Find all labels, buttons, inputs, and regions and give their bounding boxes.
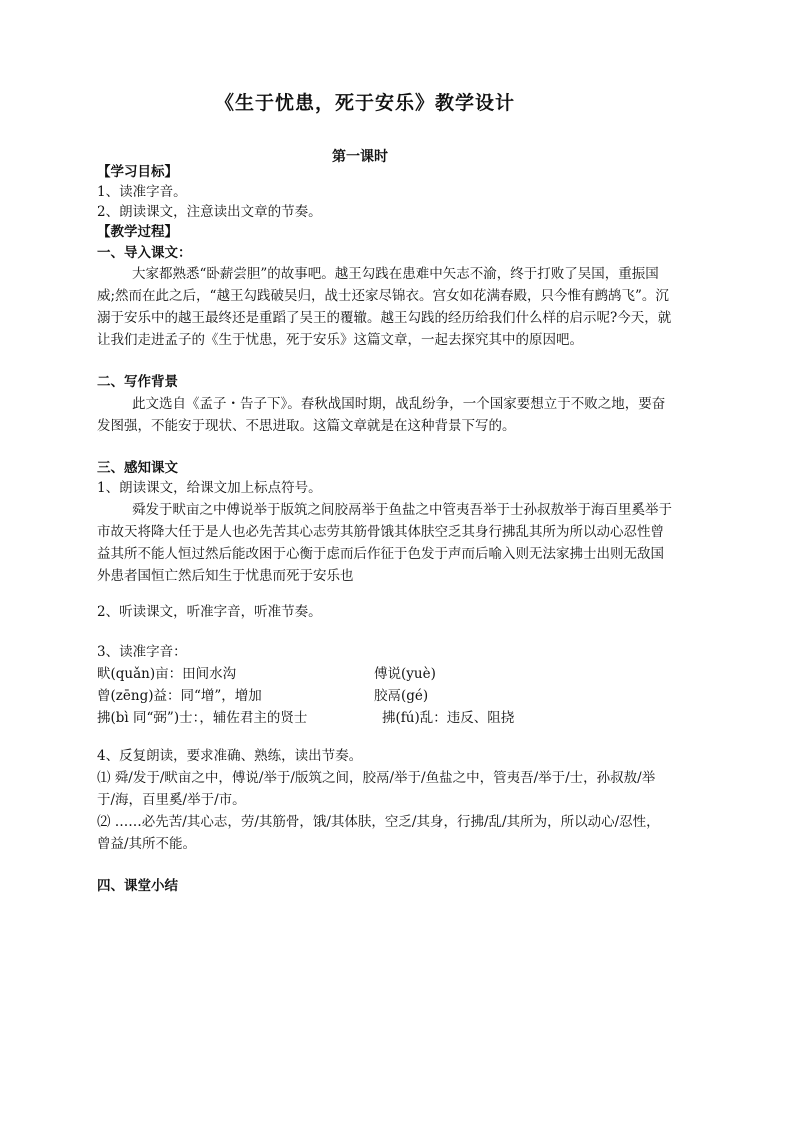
step-item: 2、听读课文，听准字音，听准节奏。 [97, 604, 322, 620]
paragraph-line: 让我们走进孟子的《生于忧患，死于安乐》这篇文章，一起去探究其中的原因吧。 [97, 332, 583, 348]
pron-right: 胶鬲(gé) [374, 688, 429, 704]
section-heading: 三、感知课文 [97, 460, 178, 476]
step-item: 1、朗读课文，给课文加上标点符号。 [97, 480, 322, 496]
section-heading: 二、写作背景 [97, 374, 178, 390]
pron-right: 傅说(yuè) [374, 666, 436, 682]
lesson-subtitle: 第一课时 [332, 149, 388, 165]
process-heading: 【教学过程】 [97, 224, 178, 240]
text-line: 益其所不能人恒过然后能改困于心衡于虑而后作征于色发于声而后喻入则无法家拂士出则无敌国 [97, 546, 664, 562]
rhythm-line: 于/海，百里奚/举于/市。 [97, 792, 246, 808]
document-title: 《生于忧患，死于安乐》教学设计 [214, 92, 515, 114]
pron-left: 曾(zēng)益：同“增”，增加 [97, 688, 262, 704]
paragraph-line: 溺于安乐中的越王最终还是重蹈了吴王的覆辙。越王勾践的经历给我们什么样的启示呢?今天，就 [97, 310, 672, 326]
goals-heading: 【学习目标】 [97, 164, 178, 180]
paragraph-line: 大家都熟悉“卧薪尝胆”的故事吧。越王勾践在患难中矢志不渝，终于打败了吴国，重振国 [132, 266, 659, 282]
paragraph-line: 发图强，不能安于现状、不思进取。这篇文章就是在这种背景下写的。 [97, 418, 516, 434]
paragraph-line: 此文选自《孟子・告子下》。春秋战国时期，战乱纷争，一个国家要想立于不败之地，要奋 [132, 396, 666, 412]
step-item: 3、读准字音： [97, 644, 187, 660]
text-line: 市故天将降大任于是人也必先苦其心志劳其筋骨饿其体肤空乏其身行拂乱其所为所以动心忍性曾 [97, 524, 664, 540]
goal-item: 1、读准字音。 [97, 184, 187, 200]
pron-left: 拂(bì 同“弼”)士：，辅佐君主的贤士 [97, 710, 308, 726]
step-item: 4、反复朗读，要求准确、熟练，读出节奏。 [97, 748, 363, 764]
text-line: 舜发于畎亩之中傅说举于版筑之间胶鬲举于鱼盐之中管夷吾举于士孙叔敖举于海百里奚举于 [132, 502, 672, 518]
pron-left: 畎(quǎn)亩：田间水沟 [97, 666, 237, 682]
section-heading: 四、课堂小结 [97, 878, 178, 894]
rhythm-line: 曾益/其所不能。 [97, 836, 197, 852]
section-heading: 一、导入课文： [97, 245, 192, 261]
paragraph-line: 威;然而在此之后，“越王勾践破吴归，战士还家尽锦衣。宫女如花满春殿，只今惟有鹧鸪飞”。沉 [97, 288, 669, 304]
rhythm-line: ⑴ 舜/发于/畎亩之中，傅说/举于/版筑之间，胶鬲/举于/鱼盐之中，管夷吾/举于/士，孙叔敖/举 [97, 770, 656, 786]
text-line: 外患者国恒亡然后知生于忧患而死于安乐也 [97, 568, 354, 584]
rhythm-line: ⑵ ……必先苦/其心志，劳/其筋骨，饿/其体肤，空乏/其身，行拂/乱/其所为，所以动心/忍性， [97, 814, 660, 830]
pron-right: 拂(fú)乱：违反、阻挠 [382, 710, 515, 726]
goal-item: 2、朗读课文，注意读出文章的节奏。 [97, 204, 322, 220]
